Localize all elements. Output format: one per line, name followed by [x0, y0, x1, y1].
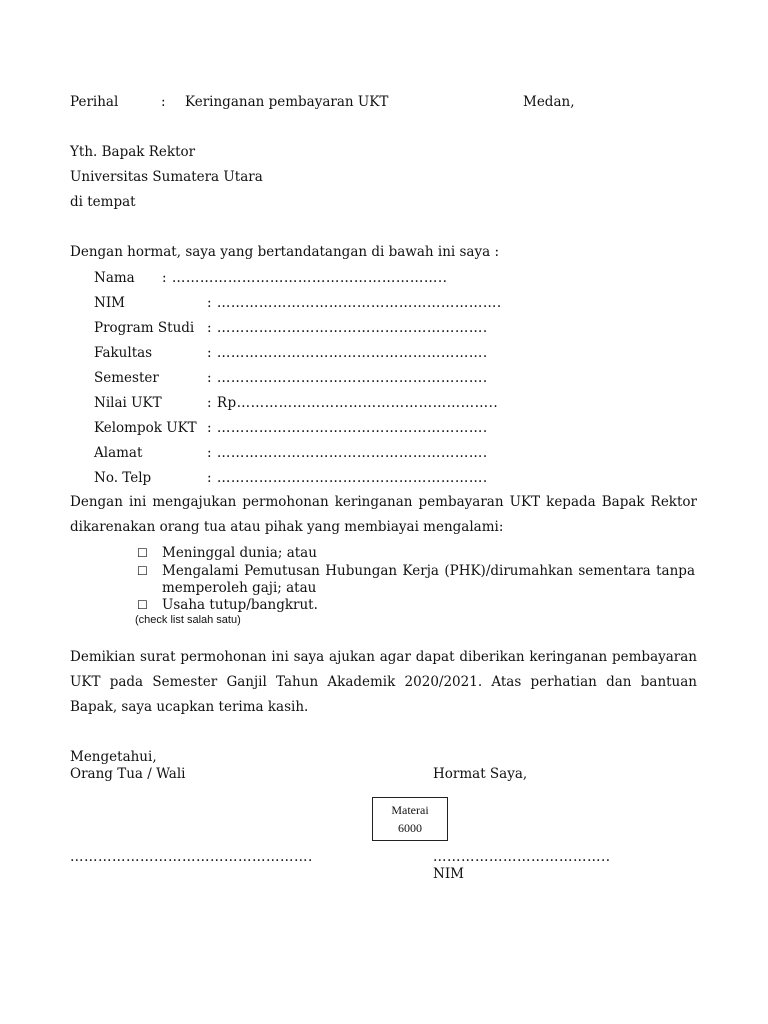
student-signature-line: ………………………………..	[433, 849, 611, 865]
nim-label: NIM	[433, 866, 464, 882]
addressee-line3: di tempat	[70, 194, 136, 210]
closing-paragraph: Demikian surat permohonan ini saya ajukan agar dapat diberikan keringanan pembayaran UKT pada Semester Ganjil Tahun Akademik 2020/2021. Atas perhatian dan bantuan Bapak, saya ucapkan terima kasih.	[70, 649, 697, 715]
perihal-label: Perihal	[70, 94, 119, 110]
checklist-item: Usaha tutup/bangkrut.	[162, 597, 318, 613]
field-label: Kelompok UKT	[94, 420, 197, 436]
parent-label: Orang Tua / Wali	[70, 766, 186, 782]
field-value: : ………………………………………………….	[207, 445, 488, 461]
field-value: : ………………………………………………….	[207, 370, 488, 386]
field-label: Alamat	[94, 445, 143, 461]
checklist-item-continuation: memperoleh gaji; atau	[162, 580, 317, 596]
field-value: : Rp………………………………………………..	[207, 395, 499, 411]
checklist-note: (check list salah satu)	[135, 614, 241, 626]
addressee-line2: Universitas Sumatera Utara	[70, 169, 263, 185]
field-value: : …………………………………………………..	[162, 270, 448, 286]
field-value: : ………………………………………………….	[207, 320, 488, 336]
stamp-value: 6000	[398, 821, 422, 835]
perihal-colon: :	[161, 94, 166, 110]
addressee-line1: Yth. Bapak Rektor	[70, 144, 196, 160]
field-label: Semester	[94, 370, 159, 386]
checklist-item: Mengalami Pemutusan Hubungan Kerja (PHK)/dirumahkan sementara tanpa	[162, 563, 695, 579]
regards-label: Hormat Saya,	[433, 766, 528, 782]
acknowledge-label: Mengetahui,	[70, 749, 157, 765]
field-label: Fakultas	[94, 345, 153, 361]
field-label: Program Studi	[94, 320, 195, 336]
field-value: : ………………………………………………….	[207, 345, 488, 361]
perihal-value: Keringanan pembayaran UKT	[185, 94, 389, 110]
field-label: NIM	[94, 295, 125, 311]
field-value: : ………………………………………………….	[207, 470, 488, 486]
field-label: No. Telp	[94, 470, 152, 486]
city-date: Medan,	[523, 94, 575, 110]
checklist-item: Meninggal dunia; atau	[162, 545, 317, 561]
field-label: Nama	[94, 270, 135, 286]
intro-text: Dengan hormat, saya yang bertandatangan di bawah ini saya :	[70, 244, 499, 260]
checkbox-icon[interactable]: ☐	[137, 564, 148, 578]
request-paragraph: Dengan ini mengajukan permohonan keringanan pembayaran UKT kepada Bapak Rektor dikarenakan orang tua atau pihak yang membiayai mengalami:	[70, 494, 697, 535]
checkbox-icon[interactable]: ☐	[137, 598, 148, 612]
parent-signature-line: …………………………………………….	[70, 849, 313, 865]
field-value: : …………………………………………………….	[207, 295, 502, 311]
stamp-text: Materai	[391, 803, 429, 817]
field-value: : ………………………………………………….	[207, 420, 488, 436]
field-label: Nilai UKT	[94, 395, 162, 411]
checkbox-icon[interactable]: ☐	[137, 546, 148, 560]
stamp-box	[372, 797, 448, 841]
